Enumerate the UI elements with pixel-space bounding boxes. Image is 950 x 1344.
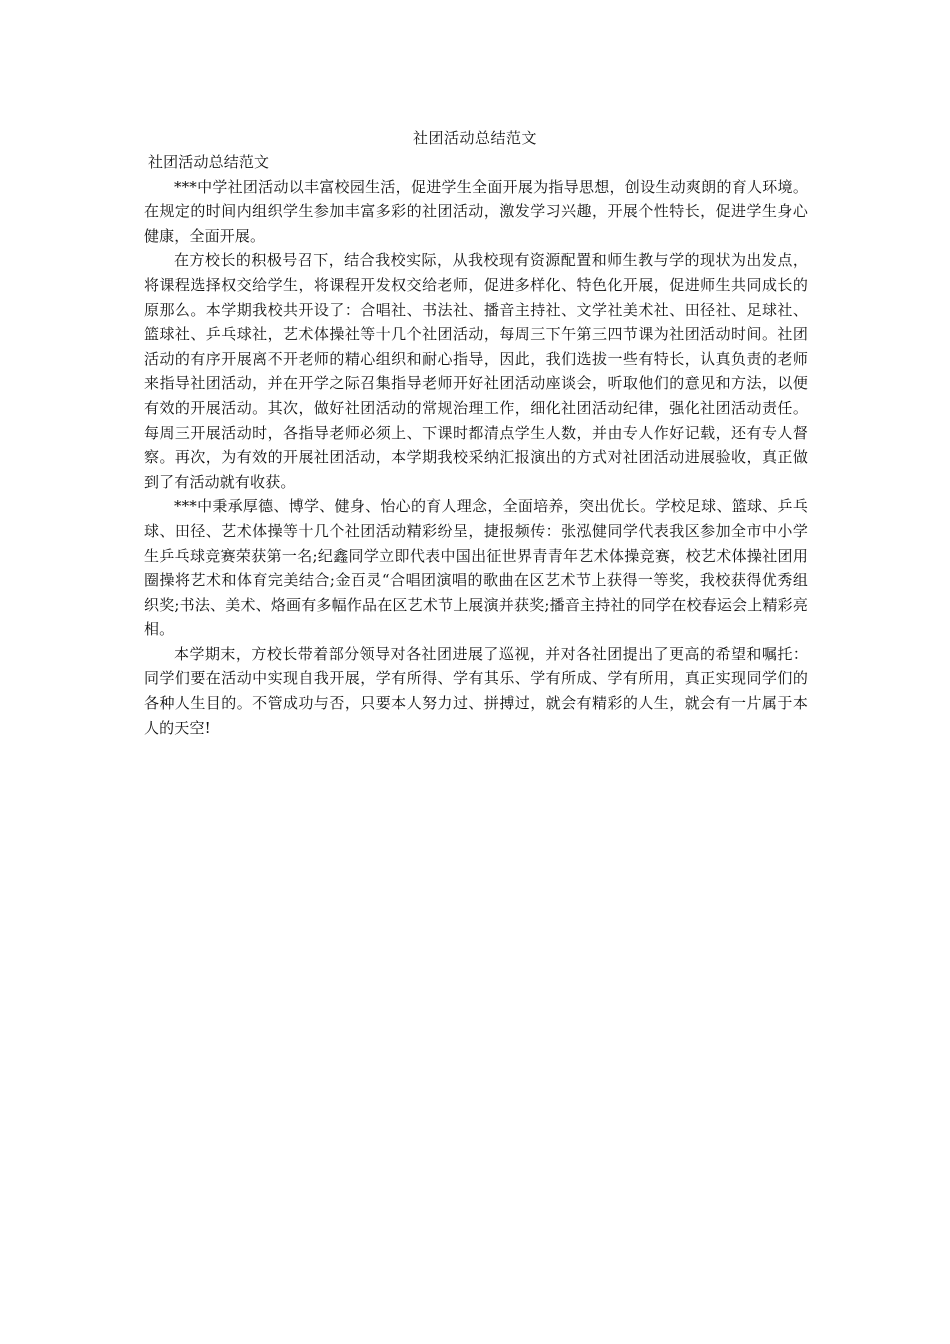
paragraph-3: ***中秉承厚德、博学、健身、怡心的育人理念，全面培养，突出优长。学校足球、篮球、乒乓球、田径、艺术体操等十几个社团活动精彩纷呈，捷报频传：张泓健同学代表我区参加全市中小学生乒乓球竞赛荣获第一名;纪鑫同学立即代表中国出征世界青青年艺术体操竞赛，校艺术体操社团用圈操将艺术和体育完美结合;金百灵“合唱团演唱的歌曲在区艺术节上获得一等奖，我校获得优秀组织奖;书法、美术、烙画有多幅作品在区艺术节上展演并获奖;播音主持社的同学在校春运会上精彩亮相。 [144, 497, 808, 639]
paragraph-1: ***中学社团活动以丰富校园生活，促进学生全面开展为指导思想，创设生动爽朗的育人环境。在规定的时间内组织学生参加丰富多彩的社团活动，激发学习兴趣，开展个性特长，促进学生身心健康，全面开展。 [144, 177, 808, 245]
paragraph-2: 在方校长的积极号召下，结合我校实际，从我校现有资源配置和师生教与学的现状为出发点，将课程选择权交给学生，将课程开发权交给老师，促进多样化、特色化开展，促进师生共同成长的原那么。本学期我校共开设了：合唱社、书法社、播音主持社、文学社美术社、田径社、足球社、篮球社、乒乓球社，艺术体操社等十几个社团活动，每周三下午第三四节课为社团活动时间。社团活动的有序开展离不开老师的精心组织和耐心指导，因此，我们选拔一些有特长，认真负责的老师来指导社团活动，并在开学之际召集指导老师开好社团活动座谈会，听取他们的意见和方法，以便有效的开展活动。其次，做好社团活动的常规治理工作，细化社团活动纪律，强化社团活动责任。每周三开展活动时，各指导老师必须上、下课时都清点学生人数，并由专人作好记载，还有专人督察。再次，为有效的开展社团活动，本学期我校采纳汇报演出的方式对社团活动进展验收，真正做到了有活动就有收获。 [144, 251, 808, 491]
document-body [144, 150, 808, 740]
document-title: 社团活动总结范文 [412, 129, 537, 147]
document-subtitle: 社团活动总结范文 [148, 153, 270, 171]
paragraph-4: 本学期末，方校长带着部分领导对各社团进展了巡视，并对各社团提出了更高的希望和嘱托：同学们要在活动中实现自我开展，学有所得、学有其乐、学有所成、学有所用，真正实现同学们的各种人生目的。不管成功与否，只要本人努力过、拼搏过，就会有精彩的人生，就会有一片属于本人的天空! [144, 644, 808, 737]
